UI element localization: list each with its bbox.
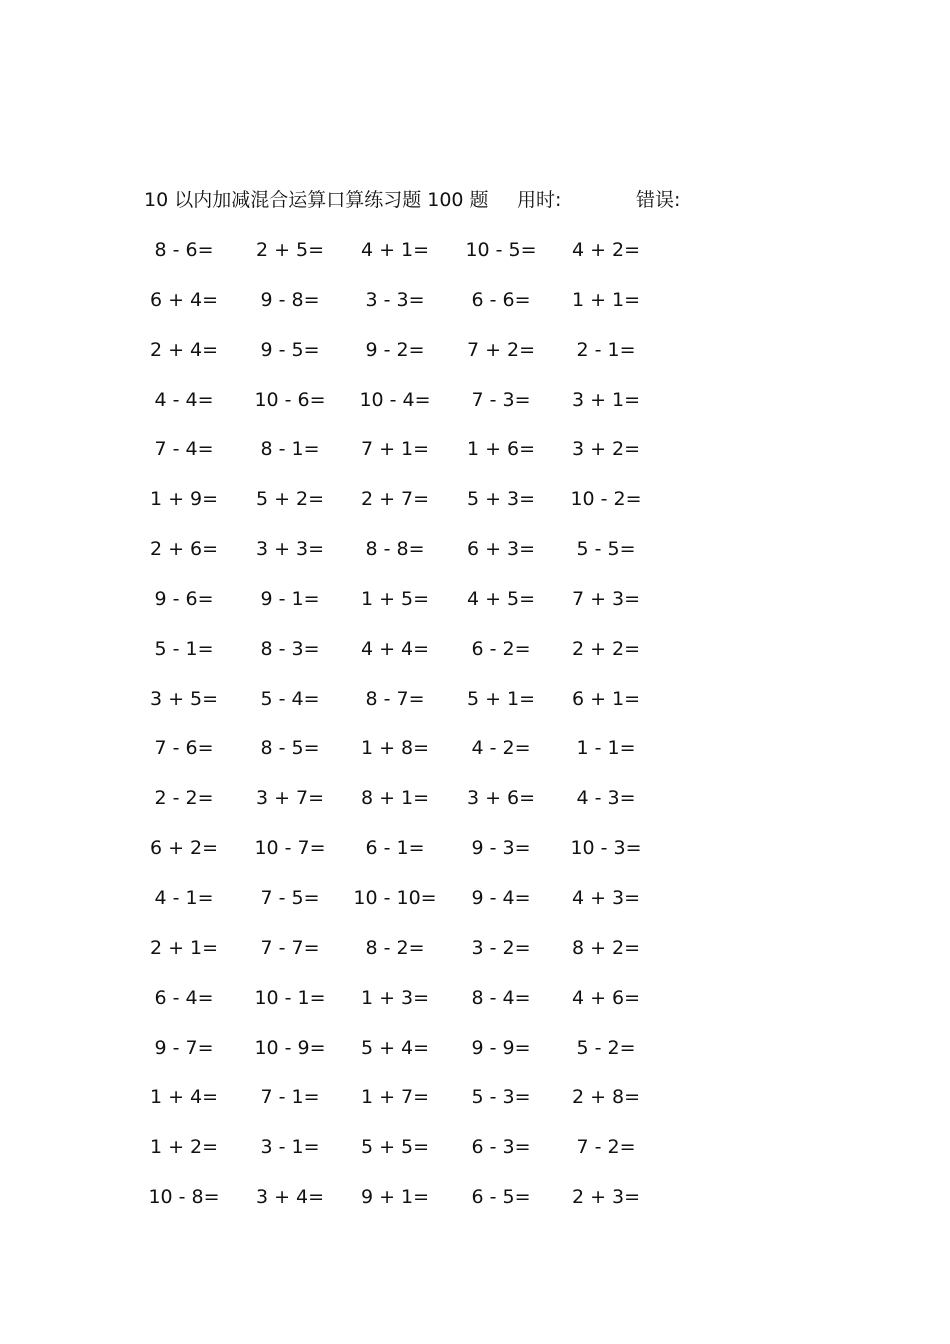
problem-item: 2 + 4=	[149, 338, 219, 361]
problem-item: 7 + 2=	[466, 338, 536, 361]
problem-item: 7 - 2=	[576, 1136, 636, 1159]
problem-item: 10 - 9=	[254, 1036, 326, 1059]
problem-item: 3 + 7=	[255, 787, 325, 810]
problem-item: 1 + 7=	[360, 1086, 430, 1109]
problem-item: 2 + 2=	[571, 637, 641, 660]
problem-item: 10 - 4=	[359, 388, 431, 411]
problem-row	[140, 635, 680, 685]
problem-item: 6 + 1=	[571, 687, 641, 710]
problem-item: 3 - 3=	[365, 288, 425, 311]
problem-item: 8 + 1=	[360, 787, 430, 810]
problem-item: 7 - 7=	[260, 936, 320, 959]
problem-item: 4 + 1=	[360, 239, 430, 261]
problem-item: 8 - 6=	[154, 239, 214, 261]
problem-item: 5 + 4=	[360, 1036, 430, 1059]
problem-item: 6 - 6=	[471, 288, 531, 311]
problem-item: 6 + 3=	[466, 538, 536, 561]
problem-item: 3 + 4=	[255, 1186, 325, 1209]
problem-item: 10 - 2=	[570, 488, 642, 511]
problem-row	[140, 286, 680, 336]
problem-item: 4 - 2=	[471, 737, 531, 760]
problem-item: 8 + 2=	[571, 936, 641, 959]
problem-item: 9 + 1=	[360, 1186, 430, 1209]
problem-item: 2 + 5=	[255, 239, 325, 261]
problem-row	[140, 435, 680, 485]
problem-item: 2 - 2=	[154, 787, 214, 810]
time-used-label: 用时:	[517, 189, 562, 211]
problem-item: 8 - 7=	[365, 687, 425, 710]
problem-item: 4 + 2=	[571, 239, 641, 261]
problem-item: 6 - 2=	[471, 637, 531, 660]
problem-item: 4 - 1=	[154, 886, 214, 909]
problem-item: 2 + 1=	[149, 936, 219, 959]
problem-item: 10 - 6=	[254, 388, 326, 411]
problem-item: 5 - 4=	[260, 687, 320, 710]
problem-item: 3 + 3=	[255, 538, 325, 561]
problem-item: 10 - 7=	[254, 837, 326, 860]
problem-item: 8 - 4=	[471, 986, 531, 1009]
problem-item: 5 + 1=	[466, 687, 536, 710]
problem-item: 1 + 5=	[360, 587, 430, 610]
problem-row	[140, 1083, 680, 1133]
problem-item: 1 + 8=	[360, 737, 430, 760]
problem-item: 1 + 4=	[149, 1086, 219, 1109]
problem-item: 8 - 5=	[260, 737, 320, 760]
problem-item: 8 - 2=	[365, 936, 425, 959]
problem-item: 7 + 3=	[571, 587, 641, 610]
problem-item: 1 - 1=	[576, 737, 636, 760]
problem-item: 4 + 3=	[571, 886, 641, 909]
problem-row	[140, 485, 680, 535]
problem-item: 1 + 3=	[360, 986, 430, 1009]
problem-item: 10 - 3=	[570, 837, 642, 860]
problem-item: 2 + 7=	[360, 488, 430, 511]
problem-item: 7 - 5=	[260, 886, 320, 909]
problem-item: 9 - 1=	[260, 587, 320, 610]
problem-item: 5 + 5=	[360, 1136, 430, 1159]
problem-item: 1 + 2=	[149, 1136, 219, 1159]
problem-item: 7 - 3=	[471, 388, 531, 411]
problem-item: 7 - 6=	[154, 737, 214, 760]
problem-item: 3 - 1=	[260, 1136, 320, 1159]
problem-row	[140, 685, 680, 735]
problem-item: 6 - 1=	[365, 837, 425, 860]
problem-item: 6 - 5=	[471, 1186, 531, 1209]
problem-item: 3 + 6=	[466, 787, 536, 810]
problem-row	[140, 984, 680, 1034]
problem-item: 4 + 5=	[466, 587, 536, 610]
problem-item: 3 + 1=	[571, 388, 641, 411]
problem-row	[140, 1183, 680, 1233]
problem-grid	[140, 236, 680, 1233]
problem-item: 3 - 2=	[471, 936, 531, 959]
problem-item: 9 - 4=	[471, 886, 531, 909]
problem-item: 4 + 4=	[360, 637, 430, 660]
problem-item: 9 - 6=	[154, 587, 214, 610]
problem-item: 4 - 3=	[576, 787, 636, 810]
problem-row	[140, 1034, 680, 1084]
problem-item: 5 - 2=	[576, 1036, 636, 1059]
problem-item: 9 - 9=	[471, 1036, 531, 1059]
problem-row	[140, 1133, 680, 1183]
problem-item: 9 - 7=	[154, 1036, 214, 1059]
problem-item: 9 - 8=	[260, 288, 320, 311]
errors-label: 错误:	[636, 189, 681, 211]
problem-item: 9 - 5=	[260, 338, 320, 361]
problem-item: 6 - 3=	[471, 1136, 531, 1159]
problem-row	[140, 535, 680, 585]
problem-row	[140, 834, 680, 884]
problem-item: 10 - 1=	[254, 986, 326, 1009]
problem-item: 7 + 1=	[360, 438, 430, 461]
problem-item: 2 + 8=	[571, 1086, 641, 1109]
worksheet-title: 10 以内加减混合运算口算练习题 100 题	[144, 189, 489, 211]
problem-item: 4 + 6=	[571, 986, 641, 1009]
problem-item: 5 + 2=	[255, 488, 325, 511]
problem-row	[140, 336, 680, 386]
problem-item: 9 - 3=	[471, 837, 531, 860]
problem-row	[140, 585, 680, 635]
problem-item: 6 - 4=	[154, 986, 214, 1009]
problem-item: 3 + 5=	[149, 687, 219, 710]
problem-row	[140, 884, 680, 934]
problem-item: 8 - 8=	[365, 538, 425, 561]
problem-row	[140, 236, 680, 286]
problem-item: 5 - 1=	[154, 637, 214, 660]
problem-item: 1 + 9=	[149, 488, 219, 511]
problem-item: 1 + 1=	[571, 288, 641, 311]
problem-item: 4 - 4=	[154, 388, 214, 411]
problem-row	[140, 784, 680, 834]
problem-item: 7 - 4=	[154, 438, 214, 461]
problem-item: 8 - 1=	[260, 438, 320, 461]
problem-item: 10 - 10=	[353, 886, 437, 909]
problem-item: 6 + 4=	[149, 288, 219, 311]
problem-item: 1 + 6=	[466, 438, 536, 461]
problem-row	[140, 934, 680, 984]
problem-row	[140, 386, 680, 436]
problem-item: 3 + 2=	[571, 438, 641, 461]
problem-item: 2 + 3=	[571, 1186, 641, 1209]
problem-item: 2 - 1=	[576, 338, 636, 361]
problem-item: 7 - 1=	[260, 1086, 320, 1109]
problem-item: 5 + 3=	[466, 488, 536, 511]
problem-row	[140, 734, 680, 784]
problem-item: 8 - 3=	[260, 637, 320, 660]
problem-item: 6 + 2=	[149, 837, 219, 860]
problem-item: 10 - 5=	[465, 239, 537, 261]
problem-item: 10 - 8=	[148, 1186, 220, 1209]
problem-item: 9 - 2=	[365, 338, 425, 361]
problem-item: 5 - 3=	[471, 1086, 531, 1109]
problem-item: 2 + 6=	[149, 538, 219, 561]
problem-item: 5 - 5=	[576, 538, 636, 561]
